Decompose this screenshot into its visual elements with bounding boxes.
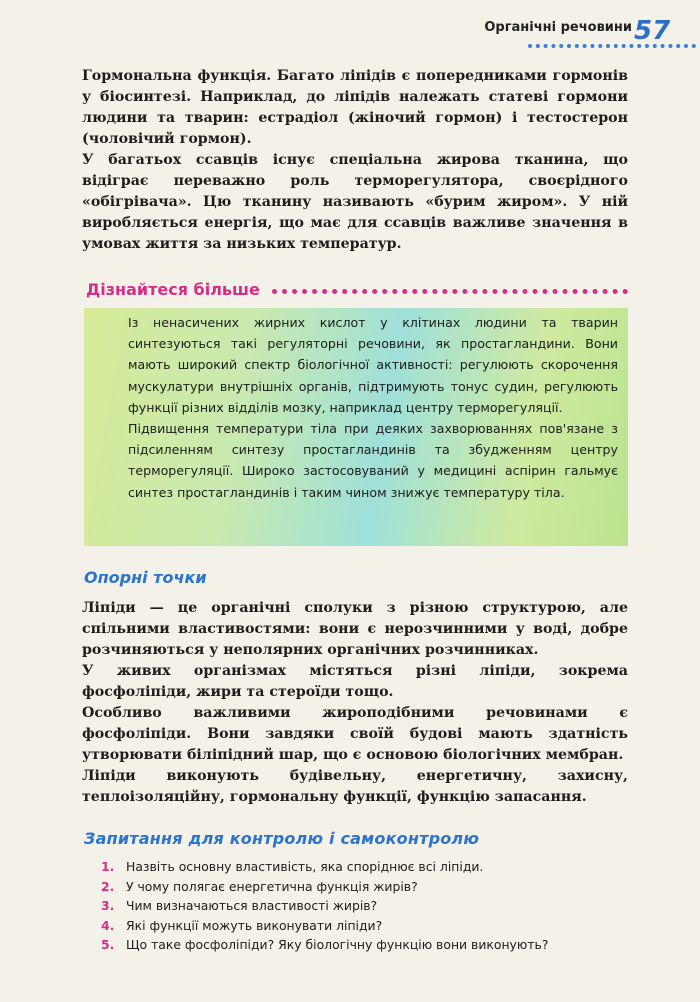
question-item: 4. Які функції можуть виконувати ліпіди? — [101, 917, 383, 933]
brown-fat-text: У багатьох ссавців існує спеціальна жирова тканина, що відіграє переважно роль терморегулятора, своєрідного «обігрівача». Цю тканину називають «бурим жиром». У ній виробляється енергія, що має для ссавців важливе значення в умовах життя за низьких температур. — [82, 152, 628, 252]
key-points-title: Опорні точки — [84, 568, 207, 587]
learn-more-title: Дізнайтеся більше — [86, 280, 260, 299]
control-questions-list — [96, 857, 616, 955]
header-dotted-rule — [528, 44, 696, 48]
question-item: 2. У чому полягає енергетична функція жирів? — [101, 878, 418, 894]
learn-more-text — [128, 312, 618, 503]
hormonal-function-text: Багато ліпідів є попередниками гормонів у біосинтезі. Наприклад, до ліпідів належать статеві гормони людини та тварин: естрадіол (жіночий гормон) і тестостерон (чоловічий гормон). — [82, 68, 628, 147]
paragraph-hormonal-function — [82, 66, 628, 150]
control-questions-title: Запитання для контролю і самоконтролю — [84, 829, 480, 848]
paragraph-brown-fat — [82, 150, 628, 255]
key-point-paragraph: Особливо важливими жироподібними речовинами є фосфоліпіди. Вони завдяки своїй будові мають здатність утворювати біліпідний шар, що є основою біологічних мембран. — [82, 705, 628, 763]
running-title: Органічні речовини — [484, 20, 632, 35]
question-item: 5. Що таке фосфоліпіди? Яку біологічну функцію вони виконують? — [101, 937, 549, 953]
key-point-paragraph: Ліпіди — це органічні сполуки з різною структурою, але спільними властивостями: вони є нерозчинними у воді, добре розчиняються у неполярних органічних розчинниках. — [82, 600, 628, 658]
learn-more-paragraph: Підвищення температури тіла при деяких захворюваннях пов'язане з підсиленням синтезу простагландинів та збудженням центру терморегуляції. Широко застосовуваний у медицині аспірин гальмує синтез простагландинів і таким чином знижує температуру тіла. — [128, 421, 618, 500]
learn-more-dotted-rule — [272, 289, 628, 294]
hormonal-function-lead: Гормональна функція. — [82, 68, 272, 84]
question-item: 3. Чим визначаються властивості жирів? — [101, 898, 378, 914]
key-point-paragraph: Ліпіди виконують будівельну, енергетичну, захисну, теплоізоляційну, гормональну функції, функцію запасання. — [82, 768, 628, 805]
question-item: 1. Назвіть основну властивість, яка споріднює всі ліпіди. — [101, 859, 484, 874]
learn-more-paragraph: Із ненасичених жирних кислот у клітинах людини та тварин синтезуються такі регуляторні речовини, як простагландини. Вони мають широкий спектр біологічної активності: регулюють скорочення мускулатури внутрішніх органів, підтримують тонус судин, регулюють функції різних відділів мозку, наприклад центру терморегуляції. — [128, 315, 618, 415]
key-points-text — [82, 598, 628, 808]
key-point-paragraph: У живих організмах містяться різні ліпіди, зокрема фосфоліпіди, жири та стероїди тощо. — [82, 663, 628, 700]
